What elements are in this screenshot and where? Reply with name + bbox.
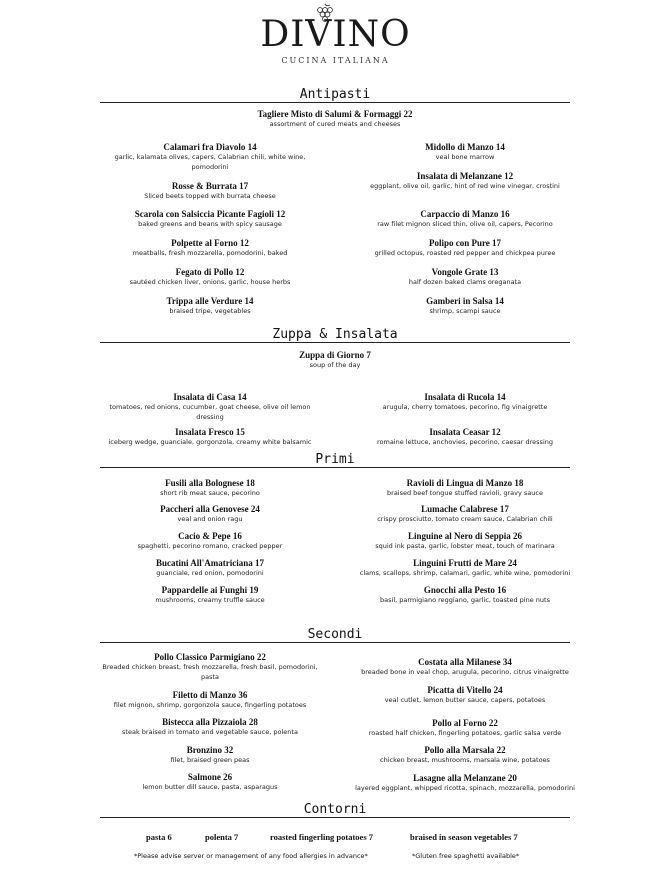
menu-item: Gamberi in Salsa 14 shrimp, scampi sauce — [426, 296, 504, 315]
menu-item: Picatta di Vitello 24 veal cutlet, lemon butter sauce, capers, potatoes — [384, 685, 546, 704]
menu-item: Insalata di Melanzane 12 eggplant, olive oil, garlic, hint of red wine vinegar, crostini — [370, 171, 560, 190]
menu-item: Polipo con Pure 17 grilled octopus, roasted red pepper and chickpea puree — [374, 238, 556, 257]
section-header-primi: Primi — [100, 452, 570, 470]
menu-item: Vongole Grate 13 half dozen baked clams oreganata — [408, 267, 522, 286]
menu-item: Fusili alla Bolognese 18 short rib meat sauce, pecorino — [160, 478, 260, 497]
section-header-contorni: Contorni — [100, 802, 570, 820]
side-dish: pasta 6 — [146, 832, 172, 842]
menu-item: Pollo Classico Parmigiano 22 Breaded chicken breast, fresh mozzarella, fresh basil, pomodorini, pasta — [102, 652, 318, 681]
menu-item: Gnocchi alla Pesto 16 basil, parmigiano reggiano, garlic, toasted pine nuts — [380, 585, 550, 604]
restaurant-logo — [0, 0, 671, 70]
menu-item: Carpaccio di Manzo 16 raw filet mignon sliced thin, olive oil, capers, Pecorino — [377, 209, 553, 228]
logo-wordmark: DIVINO — [260, 14, 411, 55]
menu-item: Insalata Fresco 15 iceberg wedge, guanciale, gorgonzola, creamy white balsamic — [108, 427, 312, 446]
menu-item: Bronzino 32 filet, braised green peas — [170, 745, 250, 764]
menu-item: Rosse & Burrata 17 Sliced beets topped with burrata cheese — [144, 181, 276, 200]
menu-item: Lasagne alla Melanzane 20 layered eggplant, whipped ricotta, spinach, mozzarella, pomodorini — [355, 773, 575, 792]
menu-item: Salmone 26 lemon butter dill sauce, pasta, asparagus — [142, 772, 278, 791]
menu-item: Bistecca alla Pizzaiola 28 steak braised in tomato and vegetable sauce, polenta — [122, 717, 298, 736]
menu-item: Pappardelle ai Funghi 19 mushrooms, creamy truffle sauce — [155, 585, 265, 604]
side-dish: polenta 7 — [205, 832, 239, 842]
menu-item: Filetto di Manzo 36 filet mignon, shrimp, gorgonzola sauce, fingerling potatoes — [113, 690, 307, 709]
menu-item: Linguini Frutti de Mare 24 clams, scallops, shrimp, calamari, garlic, white wine, pomodorini — [359, 558, 571, 577]
gluten-free-note: *Gluten free spaghetti available* — [412, 852, 520, 860]
menu-item: Pollo alla Marsala 22 chicken breast, mushrooms, marsala wine, potatoes — [380, 745, 550, 764]
section-header-antipasti: Antipasti — [100, 87, 570, 105]
menu-item: Ravioli di Lingua di Manzo 18 braised beef tongue stuffed ravioli, gravy sauce — [387, 478, 543, 497]
menu-item: Tagliere Misto di Salumi & Formaggi 22 assortment of cured meats and cheeses — [257, 109, 413, 128]
menu-item: Pollo al Forno 22 roasted half chicken, fingerling potatoes, garlic salsa verde — [368, 718, 562, 737]
menu-item: Insalata Ceasar 12 romaine lettuce, anchovies, pecorino, caesar dressing — [376, 427, 553, 446]
menu-item: Cacio & Pepe 16 spaghetti, pecorino romano, cracked pepper — [137, 531, 283, 550]
section-header-zuppa-insalata: Zuppa & Insalata — [100, 327, 570, 345]
menu-item: Lumache Calabrese 17 crispy prosciutto, tomato cream sauce, Calabrian chili — [377, 504, 553, 523]
side-dish: braised in season vegetables 7 — [410, 832, 518, 842]
menu-item: Costata alla Milanese 34 breaded bone in veal chop, arugula, pecorino, citrus vinaigrette — [361, 657, 569, 676]
allergy-note: *Please advise server or management of any food allergies in advance* — [134, 852, 368, 860]
menu-item: Polpette al Forno 12 meatballs, fresh mozzarella, pomodorini, baked — [132, 238, 288, 257]
menu-item: Scarola con Salsiccia Picante Fagioli 12 baked greens and beans with spicy sausage — [134, 209, 286, 228]
menu-item: Calamari fra Diavolo 14 garlic, kalamata olives, capers, Calabrian chili, white wine, pomodorini — [114, 142, 306, 171]
menu-item: Bucatini All'Amatriciana 17 guanciale, red onion, pomodorini — [156, 558, 264, 577]
section-header-secondi: Secondi — [100, 627, 570, 645]
menu-item: Trippa alle Verdure 14 braised tripe, vegetables — [166, 296, 254, 315]
menu-item: Insalata di Casa 14 tomatoes, red onions, cucumber, goat cheese, olive oil lemon dressing — [109, 392, 311, 421]
menu-item: Zuppa di Giorno 7 soup of the day — [299, 350, 371, 369]
menu-item: Paccheri alla Genovese 24 veal and onion ragu — [160, 504, 260, 523]
menu-item: Linguine al Nero di Seppia 26 squid ink pasta, garlic, lobster meat, touch of marinara — [375, 531, 555, 550]
menu-item: Midollo di Manzo 14 veal bone marrow — [425, 142, 505, 161]
side-dish: roasted fingerling potatoes 7 — [270, 832, 374, 842]
logo-subtitle: CUCINA ITALIANA — [281, 56, 390, 65]
menu-item: Insalata di Rucola 14 arugula, cherry tomatoes, pecorino, fig vinaigrette — [382, 392, 548, 411]
menu-item: Fegato di Pollo 12 sautéed chicken liver, onions, garlic, house herbs — [129, 267, 291, 286]
